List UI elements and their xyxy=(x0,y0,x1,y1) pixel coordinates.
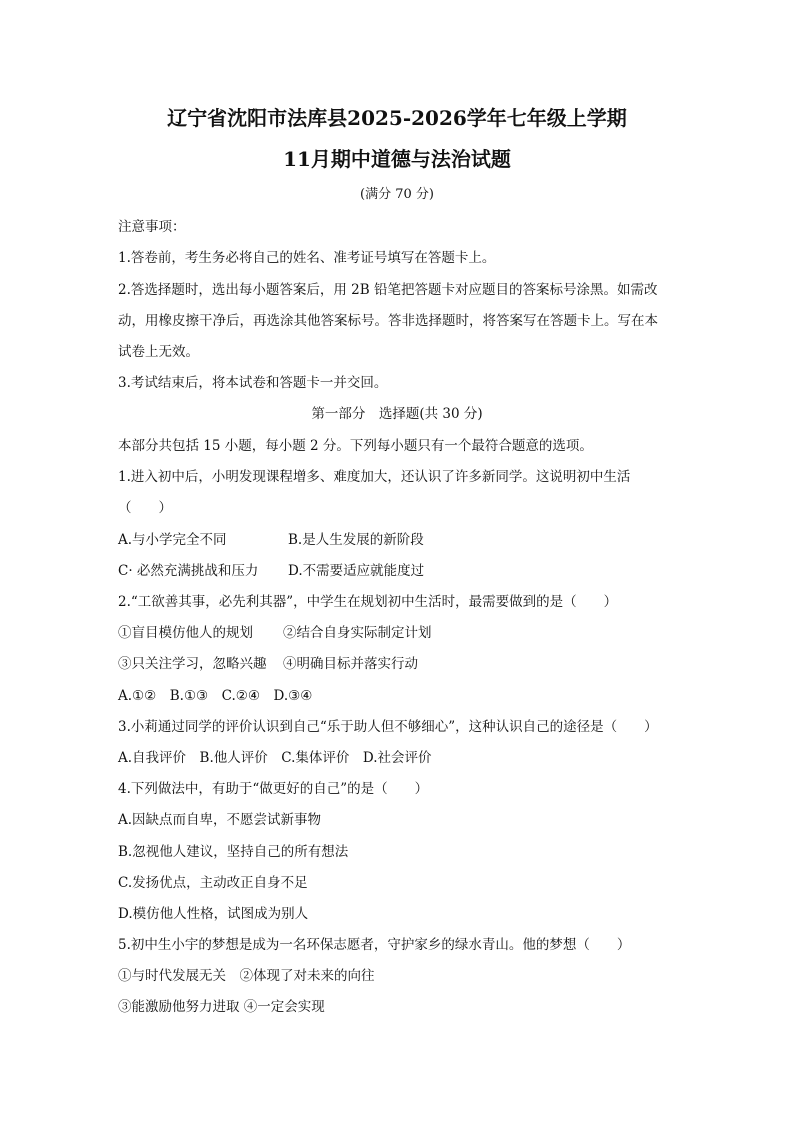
q1-option-a: A.与小学完全不同 xyxy=(118,532,227,548)
full-score-note: (满分 70 分) xyxy=(360,187,434,202)
q2-item-3: ③只关注学习，忽略兴趣 xyxy=(118,656,267,672)
q2-items-row2 xyxy=(118,655,688,673)
q4-option-b: B.忽视他人建议，坚持自己的所有想法 xyxy=(118,844,349,860)
q1-option-d: D.不需要适应就能度过 xyxy=(288,563,425,579)
section-title: 第一部分 选择题(共 30 分) xyxy=(311,406,483,422)
note-3: 3.考试结束后，将本试卷和答题卡一并交回。 xyxy=(118,375,388,391)
q3-stem: 3.小莉通过同学的评价认识到自己“乐于助人但不够细心”，这种认识自己的途径是（ ） xyxy=(118,719,658,735)
note-1: 1.答卷前，考生务必将自己的姓名、准考证号填写在答题卡上。 xyxy=(118,250,496,266)
exam-title-line2: 11月期中道德与法治试题 xyxy=(283,147,511,171)
q3-answers: A.自我评价 B.他人评价 C.集体评价 D.社会评价 xyxy=(118,750,432,766)
q1-stem-line1: 1.进入初中后，小明发现课程增多、难度加大，还认识了许多新同学。这说明初中生活 xyxy=(118,469,631,485)
q1-options-row2 xyxy=(118,562,688,580)
q2-item-1: ①盲目模仿他人的规划 xyxy=(118,625,253,641)
q4-option-d: D.模仿他人性格，试图成为别人 xyxy=(118,906,309,922)
q2-item-2: ②结合自身实际制定计划 xyxy=(283,625,432,641)
note-2-line2: 动，用橡皮擦干净后，再选涂其他答案标号。答非选择题时，将答案写在答题卡上。写在本 xyxy=(118,313,658,329)
q1-stem-line2: （ ） xyxy=(118,500,172,516)
q1-option-c: C· 必然充满挑战和压力 xyxy=(118,563,259,579)
q5-items-row1: ①与时代发展无关 ②体现了对未来的向往 xyxy=(118,968,375,984)
notes-heading: 注意事项： xyxy=(118,219,186,235)
q2-item-4: ④明确目标并落实行动 xyxy=(283,656,418,672)
q5-stem: 5.初中生小宇的梦想是成为一名环保志愿者，守护家乡的绿水青山。他的梦想（ ） xyxy=(118,937,631,953)
q2-items-row1 xyxy=(118,624,688,642)
q2-answers: A.①② B.①③ C.②④ D.③④ xyxy=(118,688,313,704)
q4-stem: 4.下列做法中，有助于“做更好的自己”的是（ ） xyxy=(118,781,429,797)
q1-options-row1 xyxy=(118,531,688,549)
q1-option-b: B.是人生发展的新阶段 xyxy=(288,532,424,548)
note-2-line3: 试卷上无效。 xyxy=(118,344,199,360)
q4-option-a: A.因缺点而自卑，不愿尝试新事物 xyxy=(118,812,322,828)
q2-stem: 2.“工欲善其事，必先利其器”，中学生在规划初中生活时，最需要做到的是（ ） xyxy=(118,594,618,610)
q5-items-row2: ③能激励他努力进取 ④一定会实现 xyxy=(118,999,325,1015)
q4-option-c: C.发扬优点，主动改正自身不足 xyxy=(118,875,308,891)
section-intro: 本部分共包括 15 小题，每小题 2 分。下列每小题只有一个最符合题意的选项。 xyxy=(118,438,593,454)
exam-title-line1: 辽宁省沈阳市法库县2025-2026学年七年级上学期 xyxy=(167,106,627,130)
note-2-line1: 2.答选择题时，选出每小题答案后，用 2B 铅笔把答题卡对应题目的答案标号涂黑。如需改 xyxy=(118,282,658,298)
